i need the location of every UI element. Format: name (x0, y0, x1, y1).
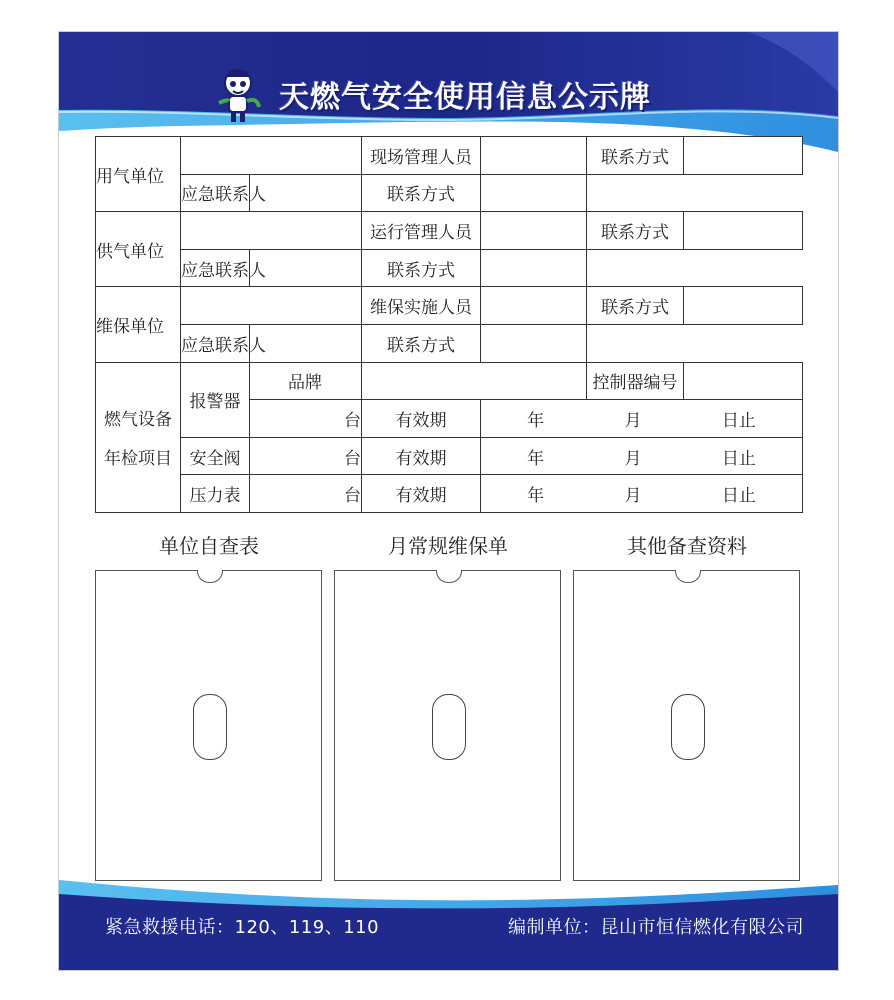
equipment-inspection-label (96, 362, 181, 512)
holder-slot (671, 694, 705, 760)
safety-valve-unit: 台 (250, 437, 362, 475)
operation-manager-value (481, 212, 587, 250)
until-label: 日止 (721, 448, 756, 469)
emergency-phone: 紧急救援电话：120、119、110 (105, 917, 380, 938)
holder-slot (432, 694, 466, 760)
self-check-title: 单位自查表 (159, 534, 259, 558)
table-row (96, 437, 803, 475)
holder-slot (193, 694, 227, 760)
emergency-contact-value (250, 174, 362, 212)
equipment-label: 燃气设备 (104, 410, 172, 431)
monthly-maintenance-title: 月常规维保单 (388, 534, 508, 558)
contact-method-label: 联系方式 (362, 249, 481, 287)
maintenance-staff-value (481, 287, 587, 325)
table-row (96, 287, 803, 325)
alarm-label: 报警器 (181, 362, 250, 437)
contact-method-label: 联系方式 (362, 174, 481, 212)
pressure-gauge-unit: 台 (250, 475, 362, 513)
emergency-contact-label: 应急联系人 (181, 324, 250, 362)
emergency-contact-value (250, 324, 362, 362)
valid-period-label: 有效期 (362, 437, 481, 475)
monthly-maintenance-holder[interactable] (334, 570, 561, 881)
valid-period-date (481, 437, 803, 475)
until-label: 日止 (721, 486, 756, 507)
year-label: 年 (527, 486, 545, 507)
gas-supply-unit-label: 供气单位 (96, 212, 181, 287)
compiled-by: 编制单位：昆山市恒信燃化有限公司 (508, 917, 804, 938)
pressure-gauge-label: 压力表 (181, 475, 250, 513)
controller-number-value (684, 362, 803, 400)
gas-user-unit-label: 用气单位 (96, 137, 181, 212)
valid-period-label: 有效期 (362, 400, 481, 438)
brand-value (362, 362, 587, 400)
emergency-contact-label: 应急联系人 (181, 174, 250, 212)
table-row (96, 362, 803, 400)
table-row (96, 212, 803, 250)
safety-valve-label: 安全阀 (181, 437, 250, 475)
contact-method-value (481, 174, 587, 212)
title-row (207, 64, 651, 124)
board-title: 天燃气安全使用信息公示牌 (279, 80, 651, 115)
contact-method-value (481, 249, 587, 287)
contact-method-label: 联系方式 (587, 212, 684, 250)
contact-method-label: 联系方式 (362, 324, 481, 362)
month-label: 月 (624, 410, 642, 431)
info-board (58, 31, 839, 971)
emergency-contact-label: 应急联系人 (181, 249, 250, 287)
info-table (95, 136, 803, 513)
holder-notch (436, 570, 462, 583)
gas-supply-unit-value (181, 212, 362, 250)
emergency-contact-value (250, 249, 362, 287)
contact-method-value (684, 287, 803, 325)
controller-number-label: 控制器编号 (587, 362, 684, 400)
year-label: 年 (527, 448, 545, 469)
table-row (96, 324, 803, 362)
site-manager-value (481, 137, 587, 175)
other-records-title: 其他备查资料 (627, 534, 747, 558)
month-label: 月 (624, 448, 642, 469)
year-label: 年 (527, 410, 545, 431)
table-row (96, 137, 803, 175)
holder-notch (197, 570, 223, 583)
month-label: 月 (624, 486, 642, 507)
gas-user-unit-value (181, 137, 362, 175)
maintenance-unit-value (181, 287, 362, 325)
contact-method-label: 联系方式 (587, 287, 684, 325)
valid-period-date (481, 475, 803, 513)
holder-notch (675, 570, 701, 583)
alarm-unit: 台 (250, 400, 362, 438)
site-manager-label: 现场管理人员 (362, 137, 481, 175)
annual-inspection-label: 年检项目 (104, 449, 172, 470)
table-row (96, 174, 803, 212)
valid-period-date (481, 400, 803, 438)
mascot-logo (207, 63, 269, 125)
operation-manager-label: 运行管理人员 (362, 212, 481, 250)
until-label: 日止 (721, 410, 756, 431)
table-row (96, 249, 803, 287)
valid-period-label: 有效期 (362, 475, 481, 513)
contact-method-value (684, 212, 803, 250)
self-check-holder[interactable] (95, 570, 322, 881)
contact-method-value (481, 324, 587, 362)
contact-method-value (684, 137, 803, 175)
table-row (96, 475, 803, 513)
other-records-holder[interactable] (573, 570, 800, 881)
contact-method-label: 联系方式 (587, 137, 684, 175)
brand-label: 品牌 (250, 362, 362, 400)
maintenance-staff-label: 维保实施人员 (362, 287, 481, 325)
maintenance-unit-label: 维保单位 (96, 287, 181, 362)
